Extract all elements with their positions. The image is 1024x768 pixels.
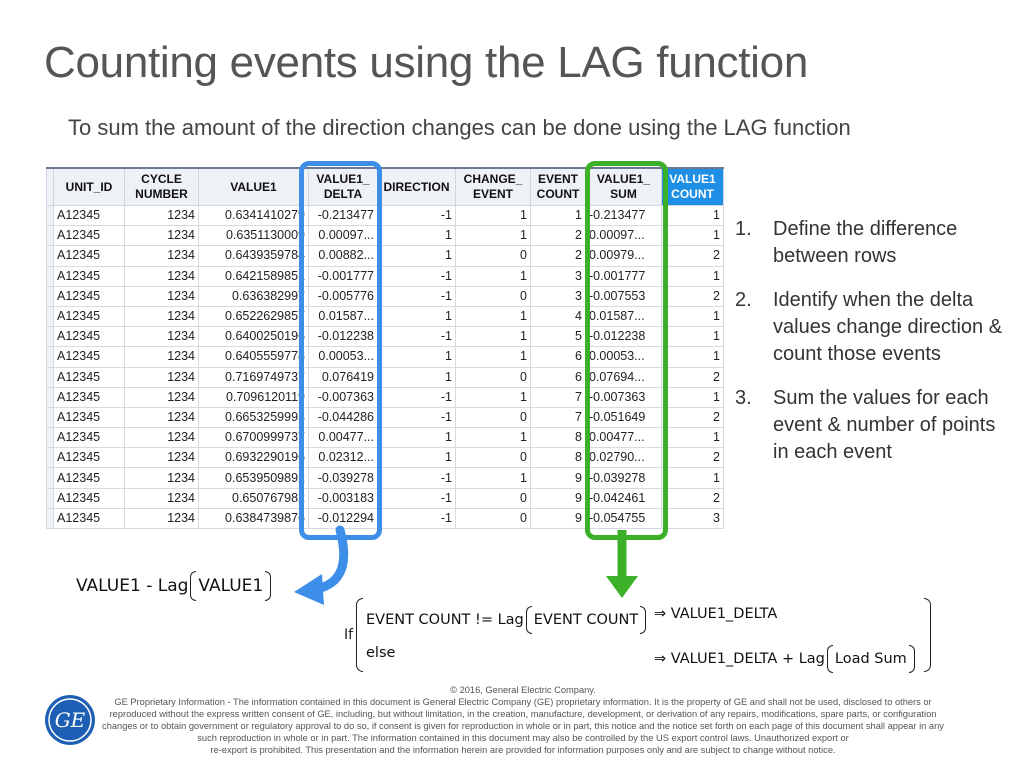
table-cell[interactable]: 2 xyxy=(662,286,724,306)
bracket-left-icon xyxy=(190,571,196,601)
table-cell[interactable]: 0.6700999737 xyxy=(199,428,309,448)
table-cell[interactable]: 3 xyxy=(662,508,724,528)
table-cell[interactable]: -1 xyxy=(378,286,456,306)
table-cell[interactable]: 0.7169749737 xyxy=(199,367,309,387)
table-cell[interactable]: 0.7096120119 xyxy=(199,387,309,407)
table-cell[interactable]: 1 xyxy=(662,306,724,326)
table-cell[interactable]: -0.054755 xyxy=(586,508,662,528)
table-cell[interactable]: 0.00477... xyxy=(309,428,378,448)
table-cell[interactable]: 0 xyxy=(456,367,531,387)
table-cell[interactable]: A12345 xyxy=(54,266,125,286)
table-cell[interactable]: 0.01587... xyxy=(309,306,378,326)
bracket-right-icon xyxy=(640,606,646,634)
table-cell[interactable]: 1 xyxy=(662,428,724,448)
table-cell[interactable]: 1 xyxy=(662,226,724,246)
table-cell[interactable]: 1 xyxy=(662,347,724,367)
table-cell[interactable]: 2 xyxy=(662,246,724,266)
table-cell[interactable]: -1 xyxy=(378,387,456,407)
table-cell[interactable]: 8 xyxy=(531,448,586,468)
if-label: If xyxy=(344,627,354,643)
table-cell[interactable]: 0.01587... xyxy=(586,306,662,326)
table-cell[interactable]: 0.6539509892 xyxy=(199,468,309,488)
bracket-left-icon xyxy=(526,606,532,634)
table-cell[interactable]: 1 xyxy=(456,206,531,226)
column-header[interactable]: DIRECTION xyxy=(378,168,456,206)
table-cell[interactable]: A12345 xyxy=(54,206,125,226)
table-cell[interactable]: -0.001777 xyxy=(309,266,378,286)
table-cell[interactable]: 0 xyxy=(456,246,531,266)
else-formula: ⇒ VALUE1_DELTA + Lag Load Sum xyxy=(654,645,917,673)
table-cell[interactable]: 0.6405559778 xyxy=(199,347,309,367)
table-cell[interactable]: 0 xyxy=(456,448,531,468)
table-cell[interactable]: 0.6522629857 xyxy=(199,306,309,326)
table-cell[interactable]: 1 xyxy=(456,226,531,246)
table-cell[interactable]: A12345 xyxy=(54,468,125,488)
table-cell[interactable]: A12345 xyxy=(54,387,125,407)
table-cell[interactable]: 5 xyxy=(531,327,586,347)
table-cell[interactable]: 0 xyxy=(456,286,531,306)
table-cell[interactable]: A12345 xyxy=(54,448,125,468)
table-cell[interactable]: 1234 xyxy=(125,206,199,226)
table-cell[interactable]: A12345 xyxy=(54,306,125,326)
column-header[interactable]: CYCLE NUMBER xyxy=(125,168,199,206)
table-cell[interactable]: -1 xyxy=(378,206,456,226)
table-cell[interactable]: 1 xyxy=(662,206,724,226)
table-cell[interactable]: 9 xyxy=(531,508,586,528)
table-cell[interactable]: 1 xyxy=(456,468,531,488)
else-label: else xyxy=(366,645,396,661)
table-cell[interactable]: 1234 xyxy=(125,246,199,266)
table-cell[interactable]: 0.6384739876 xyxy=(199,508,309,528)
table-cell[interactable]: 1234 xyxy=(125,387,199,407)
table-cell[interactable]: -0.042461 xyxy=(586,488,662,508)
table-cell[interactable]: 1234 xyxy=(125,347,199,367)
table-cell[interactable]: 1234 xyxy=(125,226,199,246)
table-cell[interactable]: 1 xyxy=(378,226,456,246)
table-cell[interactable]: 9 xyxy=(531,488,586,508)
table-cell[interactable]: 1234 xyxy=(125,407,199,427)
table-cell[interactable]: 0.6653259993 xyxy=(199,407,309,427)
table-cell[interactable]: -1 xyxy=(378,468,456,488)
table-cell[interactable]: 1 xyxy=(662,468,724,488)
condition-formula: EVENT COUNT != Lag EVENT COUNT xyxy=(366,606,648,634)
table-cell[interactable]: 1234 xyxy=(125,488,199,508)
table-cell[interactable]: A12345 xyxy=(54,367,125,387)
table-cell[interactable]: A12345 xyxy=(54,508,125,528)
table-cell[interactable]: 1 xyxy=(378,306,456,326)
table-cell[interactable]: 1 xyxy=(456,306,531,326)
big-bracket-right-icon xyxy=(924,598,931,672)
copyright-text: © 2016, General Electric Company. xyxy=(450,685,596,695)
table-cell[interactable]: 0.6341410279 xyxy=(199,206,309,226)
ge-logo-icon xyxy=(44,694,96,746)
table-cell[interactable]: -0.051649 xyxy=(586,407,662,427)
column-header[interactable]: VALUE1_ SUM xyxy=(586,168,662,206)
column-header-selected[interactable]: VALUE1 COUNT xyxy=(662,168,724,206)
table-cell[interactable]: -1 xyxy=(378,266,456,286)
table-cell[interactable]: 0.07694... xyxy=(586,367,662,387)
table-cell[interactable]: -0.005776 xyxy=(309,286,378,306)
column-header[interactable]: EVENT COUNT xyxy=(531,168,586,206)
table-cell[interactable]: 1 xyxy=(456,428,531,448)
table-cell[interactable]: 1234 xyxy=(125,306,199,326)
table-cell[interactable]: 7 xyxy=(531,407,586,427)
table-cell[interactable]: -0.007363 xyxy=(586,387,662,407)
table-cell[interactable]: 0.6351130009 xyxy=(199,226,309,246)
table-cell[interactable]: 9 xyxy=(531,468,586,488)
table-cell[interactable]: 0.00882... xyxy=(309,246,378,266)
table-cell[interactable]: 0.00979... xyxy=(586,246,662,266)
table-cell[interactable]: 0.650767982 xyxy=(199,488,309,508)
table-cell[interactable]: 2 xyxy=(531,226,586,246)
table-cell[interactable]: 0 xyxy=(456,488,531,508)
bracket-left-icon xyxy=(827,645,833,673)
table-cell[interactable]: 1234 xyxy=(125,266,199,286)
table-cell[interactable]: A12345 xyxy=(54,428,125,448)
table-cell[interactable]: -0.007363 xyxy=(309,387,378,407)
table-cell[interactable]: -0.012238 xyxy=(309,327,378,347)
table-cell[interactable]: 1234 xyxy=(125,508,199,528)
table-cell[interactable]: 7 xyxy=(531,387,586,407)
table-cell[interactable]: 2 xyxy=(662,488,724,508)
table-cell[interactable]: -1 xyxy=(378,488,456,508)
table-cell[interactable]: 0.00053... xyxy=(586,347,662,367)
table-cell[interactable]: 1 xyxy=(378,428,456,448)
table-cell[interactable]: 0.6932290196 xyxy=(199,448,309,468)
table-cell[interactable]: A12345 xyxy=(54,246,125,266)
table-cell[interactable]: 1234 xyxy=(125,448,199,468)
column-header[interactable]: UNIT_ID xyxy=(54,168,125,206)
step-item: 1. Define the difference between rows xyxy=(735,218,958,267)
steps-list xyxy=(735,216,1005,483)
table-cell[interactable]: 0 xyxy=(456,508,531,528)
table-cell[interactable]: 1 xyxy=(378,347,456,367)
bracket-right-icon xyxy=(265,571,271,601)
table-cell[interactable]: A12345 xyxy=(54,347,125,367)
table-cell[interactable]: 0.00053... xyxy=(309,347,378,367)
table-cell[interactable]: 2 xyxy=(662,407,724,427)
step-item: 2. Identify when the delta values change direction & count those events xyxy=(735,289,1003,365)
table-cell[interactable]: 1 xyxy=(378,246,456,266)
table-cell[interactable]: 1 xyxy=(456,327,531,347)
table-cell[interactable]: -0.007553 xyxy=(586,286,662,306)
proprietary-notice-2: re-export is prohibited. This presentation and the information herein are provided for information purposes only and are subject to change without notice. xyxy=(210,745,836,755)
slide-subtitle: To sum the amount of the direction changes can be done using the LAG function xyxy=(68,115,851,140)
table-cell[interactable]: -1 xyxy=(378,327,456,347)
delta-formula: VALUE1 - Lag VALUE1 xyxy=(76,571,273,601)
step-item: 3. Sum the values for each event & number of points in each event xyxy=(735,387,996,463)
table-cell[interactable]: 6 xyxy=(531,347,586,367)
table-cell[interactable]: 0.00097... xyxy=(309,226,378,246)
table-cell[interactable]: 1 xyxy=(662,387,724,407)
proprietary-notice: GE Proprietary Information - The information contained in this document is General Electric Company (GE) proprietary information. It is the property of GE and shall not be used, disclosed to others or reproduced without the express written consent of GE, including, but without limitation, in the creation, manufacture, development, or derivation of any repairs, modifications, spare parts, or configuration changes or to obtain government or regulatory approval to do so, if consent is given for reproduction in whole or in part, this notice and the notice set forth on each page of this document shall appear in any such reproduction in whole or in part. The information contained in this document may also be controlled by the US export control laws. Unauthorized export or xyxy=(102,697,944,743)
table-cell[interactable]: A12345 xyxy=(54,226,125,246)
table-cell[interactable]: 1234 xyxy=(125,286,199,306)
blue-arrowhead-icon xyxy=(294,574,324,605)
table-cell[interactable]: 0.00097... xyxy=(586,226,662,246)
table-cell[interactable]: 1 xyxy=(456,387,531,407)
table-cell[interactable]: 0.636382997 xyxy=(199,286,309,306)
green-arrowhead-icon xyxy=(606,576,638,598)
table-cell[interactable]: 1 xyxy=(378,367,456,387)
bracket-right-icon xyxy=(909,645,915,673)
column-header[interactable]: VALUE1_ DELTA xyxy=(309,168,378,206)
table-cell[interactable]: 1 xyxy=(378,448,456,468)
table-cell[interactable]: A12345 xyxy=(54,286,125,306)
table-cell[interactable]: 1234 xyxy=(125,327,199,347)
table-cell[interactable]: -0.012294 xyxy=(309,508,378,528)
table-cell[interactable]: -0.039278 xyxy=(309,468,378,488)
table-cell[interactable]: -0.213477 xyxy=(309,206,378,226)
table-cell[interactable]: 4 xyxy=(531,306,586,326)
table-cell[interactable]: 1234 xyxy=(125,367,199,387)
table-cell[interactable]: 3 xyxy=(531,286,586,306)
table-cell[interactable]: 1234 xyxy=(125,428,199,448)
table-cell[interactable]: 6 xyxy=(531,367,586,387)
table-cell[interactable]: -1 xyxy=(378,407,456,427)
footer-notice xyxy=(100,684,946,756)
table-cell[interactable]: 8 xyxy=(531,428,586,448)
table-cell[interactable]: 1 xyxy=(531,206,586,226)
slide-title: Counting events using the LAG function xyxy=(44,38,808,87)
table-cell[interactable]: 1 xyxy=(662,327,724,347)
table-cell[interactable]: 0.02790... xyxy=(586,448,662,468)
table-cell[interactable]: 1234 xyxy=(125,468,199,488)
table-cell[interactable]: 1 xyxy=(456,347,531,367)
table-cell[interactable]: 0.6439359784 xyxy=(199,246,309,266)
table-cell[interactable]: -0.003183 xyxy=(309,488,378,508)
table-cell[interactable]: 0 xyxy=(456,407,531,427)
table-cell[interactable]: -0.039278 xyxy=(586,468,662,488)
table-cell[interactable]: -0.001777 xyxy=(586,266,662,286)
table-cell[interactable]: 0.6421589851 xyxy=(199,266,309,286)
column-header[interactable]: VALUE1 xyxy=(199,168,309,206)
table-cell[interactable]: -1 xyxy=(378,508,456,528)
table-cell[interactable]: 0.00477... xyxy=(586,428,662,448)
big-bracket-left-icon xyxy=(356,598,363,672)
table-cell[interactable]: A12345 xyxy=(54,488,125,508)
table-cell[interactable]: 0.6400250196 xyxy=(199,327,309,347)
table-cell[interactable]: 3 xyxy=(531,266,586,286)
column-header[interactable]: CHANGE_ EVENT xyxy=(456,168,531,206)
then-formula: ⇒ VALUE1_DELTA xyxy=(654,606,778,622)
logo-text: GE xyxy=(54,708,86,732)
table-cell[interactable]: 2 xyxy=(662,448,724,468)
table-cell[interactable]: A12345 xyxy=(54,407,125,427)
table-cell[interactable]: A12345 xyxy=(54,327,125,347)
table-cell[interactable]: 2 xyxy=(531,246,586,266)
table-cell[interactable]: 0.02312... xyxy=(309,448,378,468)
table-cell[interactable]: 1 xyxy=(456,266,531,286)
table-cell[interactable]: 2 xyxy=(662,367,724,387)
table-cell[interactable]: 0.076419 xyxy=(309,367,378,387)
table-cell[interactable]: -0.012238 xyxy=(586,327,662,347)
table-cell[interactable]: -0.044286 xyxy=(309,407,378,427)
table-cell[interactable]: 1 xyxy=(662,266,724,286)
table-cell[interactable]: -0.213477 xyxy=(586,206,662,226)
